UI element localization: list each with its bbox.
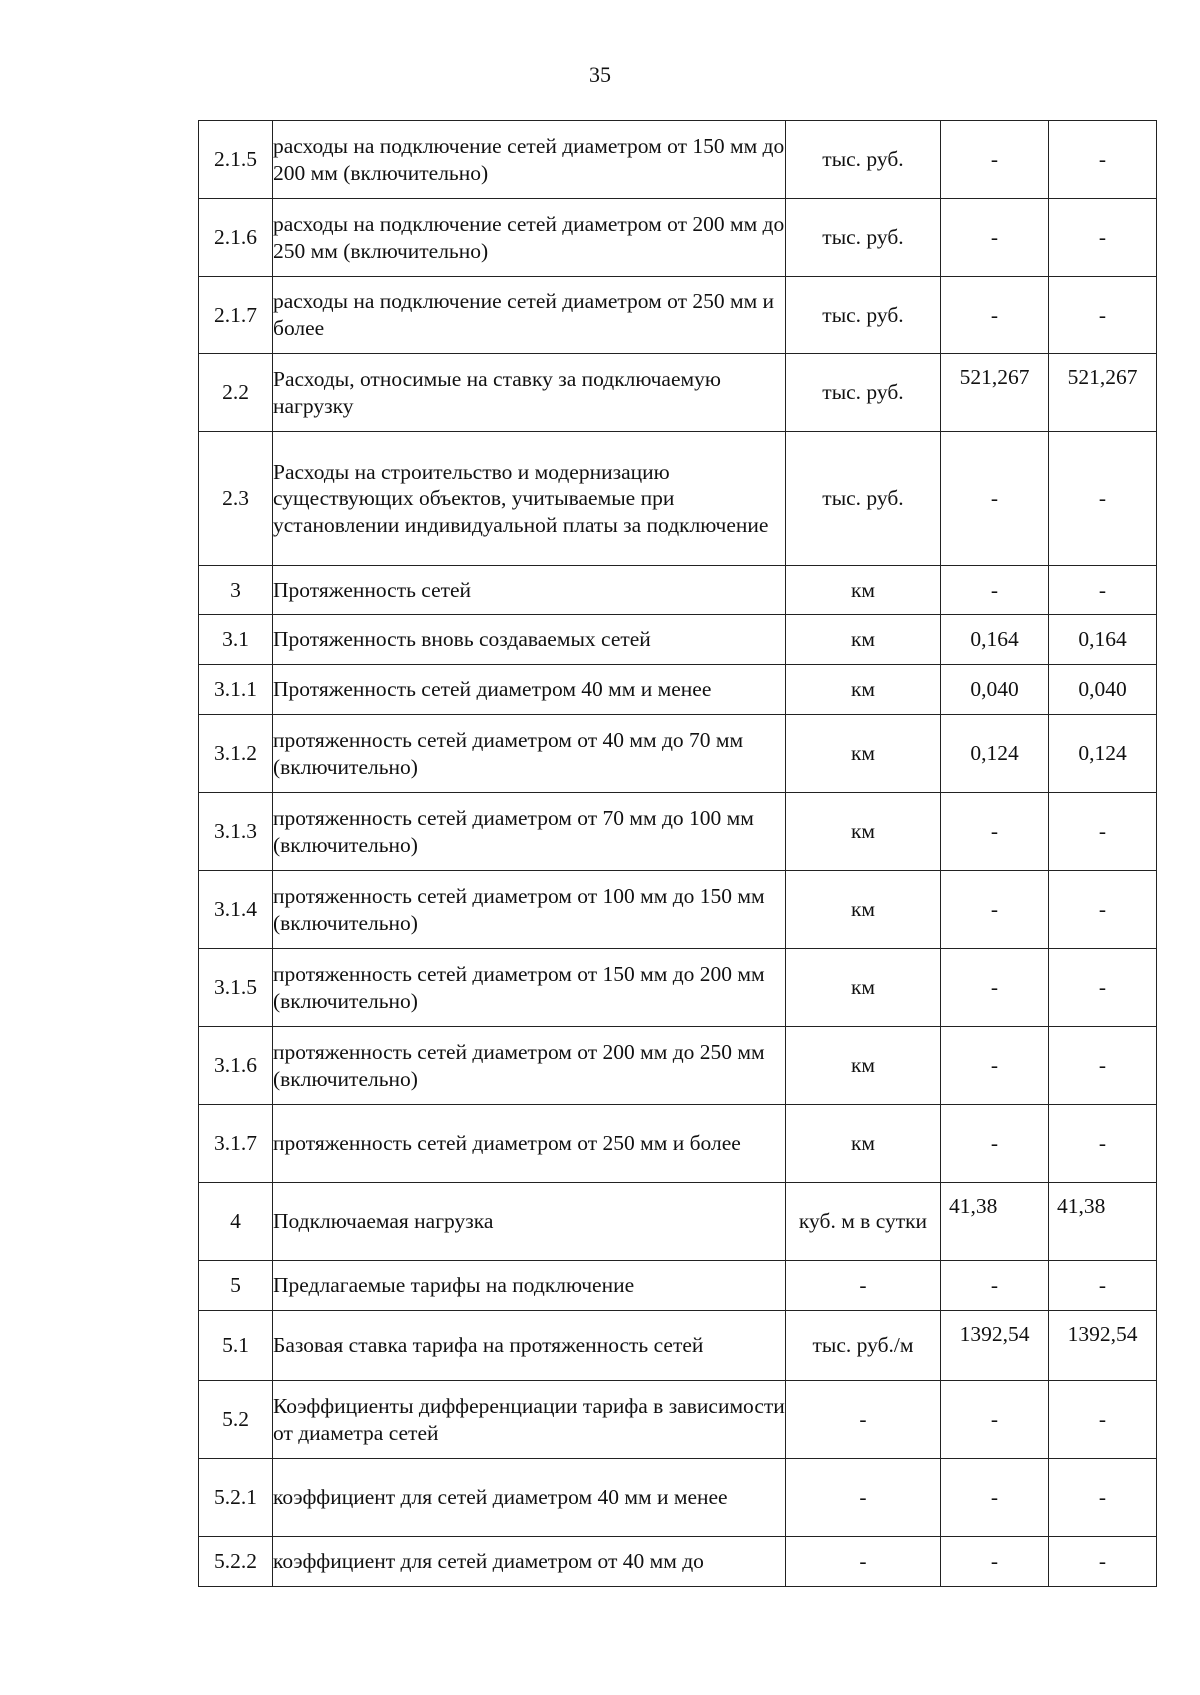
row-value-2: 0,164: [1049, 615, 1157, 665]
table-row: [199, 949, 1157, 1027]
row-number: 3.1.3: [199, 793, 273, 871]
row-value-1: -: [941, 199, 1049, 277]
row-number: 3.1.6: [199, 1027, 273, 1105]
row-unit: км: [786, 793, 941, 871]
row-value-1: -: [941, 277, 1049, 354]
row-name: Подключаемая нагрузка: [273, 1183, 786, 1261]
row-unit: -: [786, 1261, 941, 1311]
table-row: [199, 1027, 1157, 1105]
row-number: 5.2.2: [199, 1537, 273, 1587]
row-value-2: -: [1049, 566, 1157, 615]
table-row: [199, 1183, 1157, 1261]
table-row: [199, 354, 1157, 432]
table-row: [199, 432, 1157, 566]
row-number: 4: [199, 1183, 273, 1261]
row-number: 2.1.6: [199, 199, 273, 277]
row-value-2: 0,124: [1049, 715, 1157, 793]
page-number: 35: [589, 62, 611, 87]
row-unit: км: [786, 665, 941, 715]
table-row: [199, 665, 1157, 715]
row-value-1: -: [941, 432, 1049, 566]
row-value-2: -: [1049, 793, 1157, 871]
table-row: [199, 1261, 1157, 1311]
row-value-1: -: [941, 949, 1049, 1027]
row-unit: -: [786, 1381, 941, 1459]
row-unit: км: [786, 615, 941, 665]
table-row: [199, 1105, 1157, 1183]
row-unit: км: [786, 1027, 941, 1105]
table-row: [199, 121, 1157, 199]
table-row: [199, 566, 1157, 615]
row-value-2: -: [1049, 1105, 1157, 1183]
row-name: Протяженность сетей: [273, 566, 786, 615]
row-unit: тыс. руб./м: [786, 1311, 941, 1381]
row-name: Протяженность вновь создаваемых сетей: [273, 615, 786, 665]
row-name: расходы на подключение сетей диаметром от 150 мм до 200 мм (включительно): [273, 121, 786, 199]
row-value-2: -: [1049, 121, 1157, 199]
row-name: расходы на подключение сетей диаметром от 200 мм до 250 мм (включительно): [273, 199, 786, 277]
row-number: 2.2: [199, 354, 273, 432]
row-value-1: -: [941, 1027, 1049, 1105]
row-name: Расходы на строительство и модернизацию существующих объектов, учитываемые при установлении индивидуальной платы за подключение: [273, 432, 786, 566]
row-unit: км: [786, 949, 941, 1027]
row-number: 3.1: [199, 615, 273, 665]
row-value-1: -: [941, 1105, 1049, 1183]
table-row: [199, 715, 1157, 793]
row-value-2: -: [1049, 1261, 1157, 1311]
row-name: протяженность сетей диаметром от 200 мм до 250 мм (включительно): [273, 1027, 786, 1105]
row-number: 3.1.5: [199, 949, 273, 1027]
row-value-2: 521,267: [1049, 354, 1157, 432]
row-value-2: -: [1049, 1537, 1157, 1587]
row-unit: тыс. руб.: [786, 354, 941, 432]
row-name: протяженность сетей диаметром от 100 мм до 150 мм (включительно): [273, 871, 786, 949]
table-row: [199, 277, 1157, 354]
row-value-2: -: [1049, 949, 1157, 1027]
row-name: Предлагаемые тарифы на подключение: [273, 1261, 786, 1311]
row-value-2: 1392,54: [1049, 1311, 1157, 1381]
row-unit: -: [786, 1537, 941, 1587]
row-number: 5: [199, 1261, 273, 1311]
table-row: [199, 1381, 1157, 1459]
row-value-1: -: [941, 566, 1049, 615]
table-row: [199, 1537, 1157, 1587]
table-row: [199, 871, 1157, 949]
row-name: коэффициент для сетей диаметром 40 мм и менее: [273, 1459, 786, 1537]
row-name: протяженность сетей диаметром от 70 мм до 100 мм (включительно): [273, 793, 786, 871]
row-number: 2.1.5: [199, 121, 273, 199]
row-number: 3.1.2: [199, 715, 273, 793]
row-value-1: -: [941, 793, 1049, 871]
row-value-1: 0,040: [941, 665, 1049, 715]
row-unit: тыс. руб.: [786, 199, 941, 277]
row-value-1: -: [941, 1381, 1049, 1459]
row-value-2: -: [1049, 1381, 1157, 1459]
row-unit: тыс. руб.: [786, 277, 941, 354]
row-number: 3.1.7: [199, 1105, 273, 1183]
row-value-1: 41,38: [941, 1183, 1049, 1261]
table-row: [199, 1459, 1157, 1537]
row-value-2: -: [1049, 199, 1157, 277]
row-unit: куб. м в сутки: [786, 1183, 941, 1261]
row-value-1: -: [941, 1537, 1049, 1587]
row-unit: км: [786, 871, 941, 949]
row-unit: тыс. руб.: [786, 121, 941, 199]
row-value-1: 1392,54: [941, 1311, 1049, 1381]
row-value-1: -: [941, 1261, 1049, 1311]
row-value-1: 0,164: [941, 615, 1049, 665]
row-name: протяженность сетей диаметром от 250 мм и более: [273, 1105, 786, 1183]
row-value-2: 41,38: [1049, 1183, 1157, 1261]
row-number: 5.2: [199, 1381, 273, 1459]
row-number: 2.1.7: [199, 277, 273, 354]
row-unit: тыс. руб.: [786, 432, 941, 566]
row-name: Коэффициенты дифференциации тарифа в зависимости от диаметра сетей: [273, 1381, 786, 1459]
row-value-1: -: [941, 1459, 1049, 1537]
row-value-1: -: [941, 121, 1049, 199]
row-number: 3.1.4: [199, 871, 273, 949]
row-value-2: -: [1049, 1459, 1157, 1537]
row-name: протяженность сетей диаметром от 150 мм до 200 мм (включительно): [273, 949, 786, 1027]
row-value-1: 521,267: [941, 354, 1049, 432]
tariff-table: [198, 120, 1157, 1587]
row-unit: км: [786, 715, 941, 793]
row-name: Протяженность сетей диаметром 40 мм и менее: [273, 665, 786, 715]
row-number: 3: [199, 566, 273, 615]
row-value-2: -: [1049, 432, 1157, 566]
table-row: [199, 199, 1157, 277]
row-number: 5.2.1: [199, 1459, 273, 1537]
row-number: 5.1: [199, 1311, 273, 1381]
row-value-2: -: [1049, 277, 1157, 354]
row-name: расходы на подключение сетей диаметром от 250 мм и более: [273, 277, 786, 354]
table-row: [199, 615, 1157, 665]
row-value-2: -: [1049, 1027, 1157, 1105]
row-name: протяженность сетей диаметром от 40 мм до 70 мм (включительно): [273, 715, 786, 793]
row-value-1: -: [941, 871, 1049, 949]
row-value-1: 0,124: [941, 715, 1049, 793]
table-row: [199, 1311, 1157, 1381]
row-value-2: -: [1049, 871, 1157, 949]
row-unit: км: [786, 1105, 941, 1183]
row-value-2: 0,040: [1049, 665, 1157, 715]
row-number: 3.1.1: [199, 665, 273, 715]
row-name: Расходы, относимые на ставку за подключаемую нагрузку: [273, 354, 786, 432]
table-row: [199, 793, 1157, 871]
row-unit: -: [786, 1459, 941, 1537]
row-name: коэффициент для сетей диаметром от 40 мм до: [273, 1537, 786, 1587]
row-name: Базовая ставка тарифа на протяженность сетей: [273, 1311, 786, 1381]
row-number: 2.3: [199, 432, 273, 566]
row-unit: км: [786, 566, 941, 615]
